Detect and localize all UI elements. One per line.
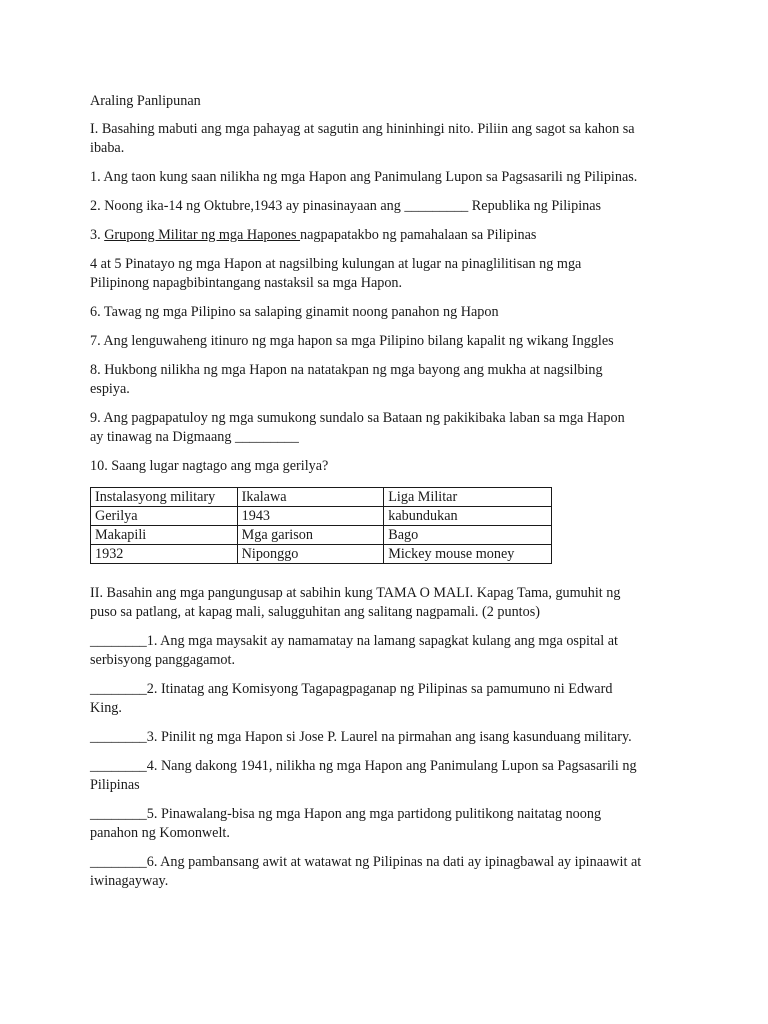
table-cell: kabundukan xyxy=(384,507,552,526)
question-line: 2. Noong ika-14 ng Oktubre,1943 ay pinasinayaan ang _________ Republika ng Pilipinas xyxy=(90,198,602,214)
table-cell: Niponggo xyxy=(237,545,384,564)
table-cell: Gerilya xyxy=(91,507,238,526)
true-false-item xyxy=(90,680,688,718)
question-line: 7. Ang lenguwaheng itinuro ng mga hapon sa mga Pilipino bilang kapalit ng wikang Inggles xyxy=(90,333,614,349)
question-line: espiya. xyxy=(90,381,130,397)
part2-instruction-line: puso sa patlang, at kapag mali, salugguhitan ang salitang nagpamali. (2 puntos) xyxy=(90,604,540,620)
true-false-item xyxy=(90,805,688,843)
statement-line: iwinagayway. xyxy=(90,873,169,889)
statement-line: ________3. Pinilit ng mga Hapon si Jose P. Laurel na pirmahan ang isang kasunduang military. xyxy=(90,729,632,745)
question-line xyxy=(90,226,688,245)
statement-line: King. xyxy=(90,700,122,716)
table-cell: 1932 xyxy=(91,545,238,564)
table-row xyxy=(91,488,552,507)
question-item xyxy=(90,361,688,399)
table-cell: 1943 xyxy=(237,507,384,526)
question-item xyxy=(90,226,688,245)
question-item xyxy=(90,409,688,447)
question-item xyxy=(90,332,688,351)
statement-line: ________5. Pinawalang-bisa ng mga Hapon ang mga partidong pulitikong naitatag noong xyxy=(90,806,602,822)
question-line: 1. Ang taon kung saan nilikha ng mga Hapon ang Panimulang Lupon sa Pagsasarili ng Pilipinas. xyxy=(90,169,638,185)
part1-instruction-line: ibaba. xyxy=(90,140,125,156)
table-row xyxy=(91,507,552,526)
table-row xyxy=(91,526,552,545)
question-item xyxy=(90,457,688,476)
question-suffix: nagpapatakbo ng pamahalaan sa Pilipinas xyxy=(300,227,537,243)
question-line: ay tinawag na Digmaang _________ xyxy=(90,429,299,445)
table-cell: Liga Militar xyxy=(384,488,552,507)
question-line: 8. Hukbong nilikha ng mga Hapon na natatakpan ng mga bayong ang mukha at nagsilbing xyxy=(90,362,603,378)
answer-choices-table xyxy=(90,487,552,564)
table-cell: Instalasyong military xyxy=(91,488,238,507)
table-cell: Ikalawa xyxy=(237,488,384,507)
statement-line: ________4. Nang dakong 1941, nilikha ng mga Hapon ang Panimulang Lupon sa Pagsasarili ng xyxy=(90,758,637,774)
table-row xyxy=(91,545,552,564)
question-item xyxy=(90,255,688,293)
underlined-phrase: Grupong Militar ng mga Hapones xyxy=(104,227,301,243)
table-cell: Mga garison xyxy=(237,526,384,545)
table-cell: Makapili xyxy=(91,526,238,545)
true-false-item xyxy=(90,632,688,670)
question-line: 6. Tawag ng mga Pilipino sa salaping ginamit noong panahon ng Hapon xyxy=(90,304,499,320)
statement-line: ________6. Ang pambansang awit at watawat ng Pilipinas na dati ay ipinagbawal ay ipinaawit at xyxy=(90,854,642,870)
question-line: Pilipinong napagbibintangang nastaksil sa mga Hapon. xyxy=(90,275,403,291)
question-prefix: 3. xyxy=(90,227,105,243)
part1-instruction xyxy=(90,120,688,158)
statement-line: ________2. Itinatag ang Komisyong Tagapagpaganap ng Pilipinas sa pamumuno ni Edward xyxy=(90,681,613,697)
part1-instruction-line: I. Basahing mabuti ang mga pahayag at sagutin ang hininhingi nito. Piliin ang sagot sa kahon sa xyxy=(90,121,635,137)
part2-instruction xyxy=(90,584,688,622)
statement-line: panahon ng Komonwelt. xyxy=(90,825,230,841)
true-false-item xyxy=(90,757,688,795)
true-false-item xyxy=(90,728,688,747)
question-item xyxy=(90,303,688,322)
worksheet-page xyxy=(90,92,688,901)
statement-line: serbisyong panggagamot. xyxy=(90,652,235,668)
question-item xyxy=(90,197,688,216)
true-false-item xyxy=(90,853,688,891)
question-line: 4 at 5 Pinatayo ng mga Hapon at nagsilbing kulungan at lugar na pinaglilitisan ng mga xyxy=(90,256,582,272)
table-cell: Bago xyxy=(384,526,552,545)
title-text: Araling Panlipunan xyxy=(90,93,201,109)
statement-line: ________1. Ang mga maysakit ay namamatay na lamang sapagkat kulang ang mga ospital at xyxy=(90,633,618,649)
part2-instruction-line: II. Basahin ang mga pangungusap at sabihin kung TAMA O MALI. Kapag Tama, gumuhit ng xyxy=(90,585,621,601)
question-line: 10. Saang lugar nagtago ang mga gerilya? xyxy=(90,458,329,474)
table-cell: Mickey mouse money xyxy=(384,545,552,564)
question-line: 9. Ang pagpapatuloy ng mga sumukong sundalo sa Bataan ng pakikibaka laban sa mga Hapon xyxy=(90,410,625,426)
worksheet-title xyxy=(90,92,688,111)
question-item xyxy=(90,168,688,187)
statement-line: Pilipinas xyxy=(90,777,140,793)
